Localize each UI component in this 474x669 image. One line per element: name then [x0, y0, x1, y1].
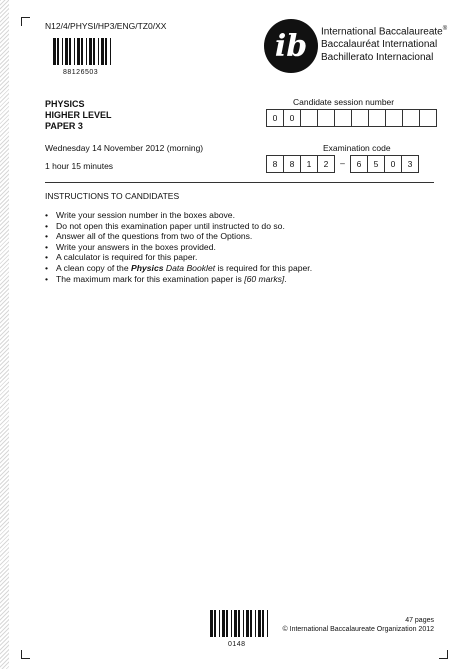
digit-box: 3 — [401, 155, 419, 173]
org-name-spanish: Bachillerato Internacional — [321, 52, 434, 63]
exam-duration: 1 hour 15 minutes — [45, 161, 114, 171]
exam-date: Wednesday 14 November 2012 (morning) — [45, 143, 204, 153]
instruction-text-italic: Data Booklet — [163, 262, 216, 273]
exam-code-label: Examination code — [323, 143, 391, 153]
instruction-item — [45, 274, 312, 285]
digit-box: 0 — [384, 155, 402, 173]
level: HIGHER LEVEL — [45, 110, 112, 120]
digit-box: 6 — [350, 155, 368, 173]
paper-number: PAPER 3 — [45, 121, 83, 131]
instructions-title: INSTRUCTIONS TO CANDIDATES — [45, 191, 180, 201]
digit-box[interactable] — [419, 109, 437, 127]
instruction-text-pre: A clean copy of the — [56, 262, 132, 273]
page-count: 47 pages — [405, 617, 434, 624]
digit-box[interactable] — [300, 109, 318, 127]
divider — [45, 182, 434, 183]
bullet: • — [45, 262, 49, 273]
digit-box: 1 — [300, 155, 318, 173]
instruction-item — [45, 231, 312, 242]
bullet: • — [45, 220, 49, 231]
bullet: • — [45, 241, 49, 252]
barcode-bar — [267, 610, 268, 637]
instruction-item — [45, 242, 312, 253]
bullet: • — [45, 252, 49, 263]
digit-box: 5 — [367, 155, 385, 173]
instruction-text: Do not open this examination paper until instructed to do so. — [56, 220, 285, 231]
instruction-item — [45, 252, 312, 263]
subject: PHYSICS — [45, 99, 85, 109]
instruction-text: Write your answers in the boxes provided. — [56, 241, 216, 252]
org-name-english — [321, 26, 447, 37]
instruction-text-bold: Physics — [131, 262, 164, 273]
bullet: • — [45, 210, 49, 220]
instruction-item — [45, 263, 312, 274]
digit-box[interactable]: 0 — [283, 109, 301, 127]
instruction-item — [45, 221, 312, 232]
bullet: • — [45, 231, 49, 242]
binding-edge-pattern — [0, 0, 9, 669]
digit-box[interactable] — [317, 109, 335, 127]
instruction-text-post: . — [284, 273, 287, 284]
instructions-list — [45, 210, 312, 284]
crop-mark-bottom-right — [439, 650, 448, 659]
digit-box[interactable]: 0 — [266, 109, 284, 127]
ib-logo-icon — [263, 18, 319, 74]
code-separator: – — [340, 158, 345, 168]
instruction-text: Answer all of the questions from two of the Options. — [56, 231, 253, 242]
org-line1: International Baccalaureate — [321, 26, 443, 38]
digit-box[interactable] — [368, 109, 386, 127]
digit-box[interactable] — [402, 109, 420, 127]
instruction-text: A calculator is required for this paper. — [56, 252, 198, 263]
bullet: • — [45, 273, 49, 284]
digit-box: 8 — [266, 155, 284, 173]
instruction-text-pre: The maximum mark for this examination paper is — [56, 273, 245, 284]
org-name-french: Baccalauréat International — [321, 39, 438, 50]
instruction-text: Write your session number in the boxes above. — [56, 210, 235, 220]
crop-mark-top-left — [21, 17, 30, 26]
digit-box: 2 — [317, 155, 335, 173]
exam-code-boxes — [267, 155, 419, 173]
paper-code: N12/4/PHYSI/HP3/ENG/TZ0/XX — [45, 21, 167, 31]
crop-mark-bottom-left — [21, 650, 30, 659]
registered-mark: ® — [442, 26, 448, 32]
digit-box[interactable] — [385, 109, 403, 127]
digit-box: 8 — [283, 155, 301, 173]
barcode-bar — [111, 38, 113, 65]
digit-box[interactable] — [334, 109, 352, 127]
digit-box[interactable] — [351, 109, 369, 127]
bottom-barcode-number: 0148 — [228, 641, 246, 648]
bottom-barcode — [210, 610, 268, 637]
top-barcode-number: 88126503 — [63, 69, 99, 76]
instruction-text-italic: [60 marks] — [244, 273, 285, 284]
instruction-text-post: is required for this paper. — [215, 262, 313, 273]
candidate-session-label: Candidate session number — [293, 97, 395, 107]
instruction-item — [45, 210, 312, 221]
top-barcode — [53, 38, 113, 65]
logo-letters: ib — [274, 29, 308, 64]
copyright: © International Baccalaureate Organization 2012 — [282, 626, 434, 633]
candidate-session-boxes[interactable] — [267, 109, 437, 127]
